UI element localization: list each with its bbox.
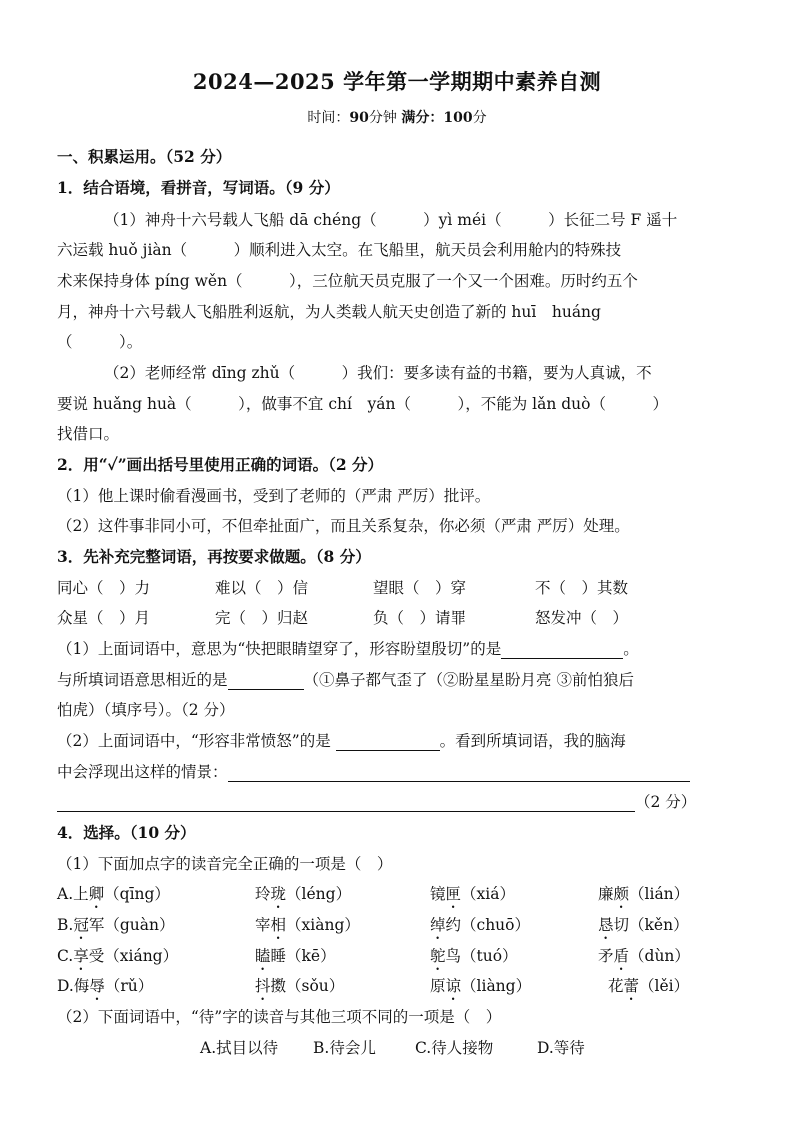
option-pinyin: （qīng）: [104, 885, 170, 903]
dotted-char: 鸵: [430, 947, 446, 965]
question-2-heading: 2．用“✓”画出括号里使用正确的词语。（2 分）: [57, 455, 384, 474]
dotted-char: 瞌: [255, 947, 271, 965]
option-item: [57, 946, 178, 974]
option-item: [598, 946, 690, 974]
dotted-char: 辱: [89, 977, 105, 995]
option-item: [255, 946, 336, 974]
option-text: D.侮: [57, 977, 90, 995]
option-pinyin: （léng）: [286, 885, 352, 903]
option-text: 花: [608, 977, 624, 995]
option-item: [255, 915, 360, 943]
answer-blank[interactable]: [336, 732, 440, 751]
dotted-char: 相: [270, 916, 287, 934]
option-text: 矛: [598, 947, 614, 965]
q2-item: （1）他上课时偷看漫画书，受到了老师的（严肃 严厉）批评。: [57, 487, 491, 505]
idiom-item: 怒发冲（ ）: [535, 609, 629, 627]
option-text: 镜: [430, 885, 446, 903]
option-pinyin: （rǔ）: [104, 977, 154, 995]
q3-sub2-line: [57, 792, 696, 812]
option-text: 宰: [255, 916, 271, 934]
idiom-item: 不（ ）其数: [535, 579, 629, 597]
option-text: B.: [57, 916, 74, 934]
option-text: A.上: [57, 885, 89, 903]
q1-text-line: （ ）。: [57, 333, 143, 351]
option-pinyin: 擞（sǒu）: [270, 977, 345, 995]
idiom-item: 望眼（ ）穿: [373, 579, 467, 597]
idiom-item: 完（ ）归赵: [215, 609, 309, 627]
q3-sub2-text: 中会浮现出这样的情景：: [57, 763, 228, 781]
q1-text-line: 要说 huǎng huà（ ），做事不宜 chí yán（ ），不能为 lǎn duò（ ）: [57, 395, 668, 413]
idiom-item: 负（ ）请罪: [373, 609, 467, 627]
q1-text-line: （2）老师经常 dīng zhǔ（ ）我们：要多读有益的书籍，要为人真诚，不: [104, 364, 652, 382]
option-pinyin: （xiá）: [461, 885, 515, 903]
q3-sub2-line: [57, 762, 690, 782]
q3-sub2-score: （2 分）: [635, 793, 697, 811]
q3-sub1-options: （①鼻子都气歪了（②盼星星盼月亮 ③前怕狼后: [303, 671, 634, 689]
section-heading: 一、积累运用。（52 分）: [57, 147, 232, 166]
option-item: [255, 976, 344, 1004]
answer-blank[interactable]: [57, 793, 635, 812]
answer-blank[interactable]: [228, 763, 690, 782]
option-item: [430, 946, 518, 974]
option-pinyin: 鸟（tuó）: [445, 947, 518, 965]
q3-sub1-line: 怕虎）（填序号）。（2 分）: [57, 701, 235, 719]
option-text: 廉: [598, 885, 614, 903]
question-1-heading: 1．结合语境，看拼音，写词语。（9 分）: [57, 178, 340, 197]
option-item: [430, 915, 530, 943]
option-item: [57, 884, 170, 912]
q1-text-line: 六运载 huǒ jiàn（ ）顺利进入太空。在飞船里，航天员会利用舱内的特殊技: [57, 241, 622, 259]
exam-info: [0, 107, 794, 127]
q3-sub1-line: [57, 670, 634, 690]
q1-text-line: 找借口。: [57, 425, 120, 443]
choice-b: B.待会儿: [313, 1039, 376, 1057]
q2-item: （2）这件事非同小可，不但牵扯面广，而且关系复杂，你必须（严肃 严厉）处理。: [57, 517, 630, 535]
option-item: [430, 976, 531, 1004]
question-3-heading: 3．先补充完整词语，再按要求做题。（8 分）: [57, 547, 371, 566]
option-item: [598, 915, 689, 943]
option-text: 玲: [255, 885, 271, 903]
option-pinyin: 睡（kē）: [270, 947, 336, 965]
option-pinyin: （liàng）: [461, 977, 532, 995]
q1-text-line: （1）神舟十六号载人飞船 dā chéng（ ）yì méi（ ）长征二号 F 遥十: [104, 211, 678, 229]
idiom-item: 同心（ ）力: [57, 579, 151, 597]
dotted-char: 谅: [445, 977, 462, 995]
dotted-char: 匣: [445, 885, 462, 903]
answer-blank[interactable]: [228, 671, 304, 690]
choice-c: C.待人接物: [415, 1039, 494, 1057]
option-text: C.: [57, 947, 74, 965]
q3-sub2-text: （2）上面词语中，“形容非常愤怒”的是: [57, 732, 331, 750]
page-title: 2024—2025 学年第一学期期中素养自测: [192, 69, 602, 94]
idiom-item: 难以（ ）信: [215, 579, 309, 597]
option-pinyin: （xiàng）: [286, 916, 360, 934]
score-value: 100: [443, 110, 473, 126]
option-pinyin: （lěi）: [639, 977, 690, 995]
choice-d: D.等待: [537, 1039, 585, 1057]
question-4-heading: 4．选择。（10 分）: [57, 823, 196, 842]
dotted-char: 享: [73, 947, 89, 965]
option-text: 原: [430, 977, 446, 995]
option-item: [608, 976, 689, 1004]
dotted-char: 恳: [598, 916, 614, 934]
option-pinyin: 约（chuō）: [445, 916, 530, 934]
q4-sub2-prompt: （2）下面词语中，“待”字的读音与其他三项不同的一项是（ ）: [57, 1008, 502, 1026]
option-item: [57, 915, 174, 943]
option-item: [255, 884, 351, 912]
q1-text-line: 月，神舟十六号载人飞船胜利返航，为人类载人航天史创造了新的 huī huáng: [57, 303, 601, 321]
dotted-char: 卿: [88, 885, 105, 903]
answer-blank[interactable]: [501, 640, 623, 659]
q4-sub1-prompt: （1）下面加点字的读音完全正确的一项是（ ）: [57, 855, 393, 873]
option-pinyin: 军（guàn）: [88, 916, 175, 934]
choice-a: A.拭目以待: [200, 1039, 279, 1057]
q3-sub2-line: [57, 731, 626, 751]
option-item: [430, 884, 515, 912]
time-unit: 分钟: [368, 110, 397, 126]
time-value: 90: [349, 110, 369, 126]
dotted-char: 抖: [255, 977, 271, 995]
option-pinyin: 切（kěn）: [613, 916, 689, 934]
q1-text-line: 术来保持身体 píng wěn（ ），三位航天员克服了一个又一个困难。历时约五个: [57, 272, 638, 290]
option-item: [598, 884, 689, 912]
dotted-char: 颇: [613, 885, 630, 903]
score-label: 满分：: [401, 110, 444, 126]
option-pinyin: （lián）: [629, 885, 690, 903]
option-pinyin: （dùn）: [629, 947, 690, 965]
q3-sub1-text: 与所填词语意思相近的是: [57, 671, 228, 689]
q3-sub1-period: 。: [623, 640, 639, 658]
q3-sub2-text: 。看到所填词语，我的脑海: [439, 732, 626, 750]
dotted-char: 绰: [430, 916, 446, 934]
score-unit: 分: [472, 110, 487, 126]
q3-sub1-line: [57, 639, 639, 659]
q3-sub1-text: （1）上面词语中，意思为“快把眼睛望穿了，形容盼望殷切”的是: [57, 640, 502, 658]
dotted-char: 珑: [270, 885, 287, 903]
dotted-char: 蕾: [623, 977, 640, 995]
dotted-char: 冠: [73, 916, 89, 934]
option-pinyin: 受（xiáng）: [88, 947, 179, 965]
option-item: [57, 976, 153, 1004]
idiom-item: 众星（ ）月: [57, 609, 151, 627]
dotted-char: 盾: [613, 947, 630, 965]
time-label: 时间：: [307, 110, 350, 126]
